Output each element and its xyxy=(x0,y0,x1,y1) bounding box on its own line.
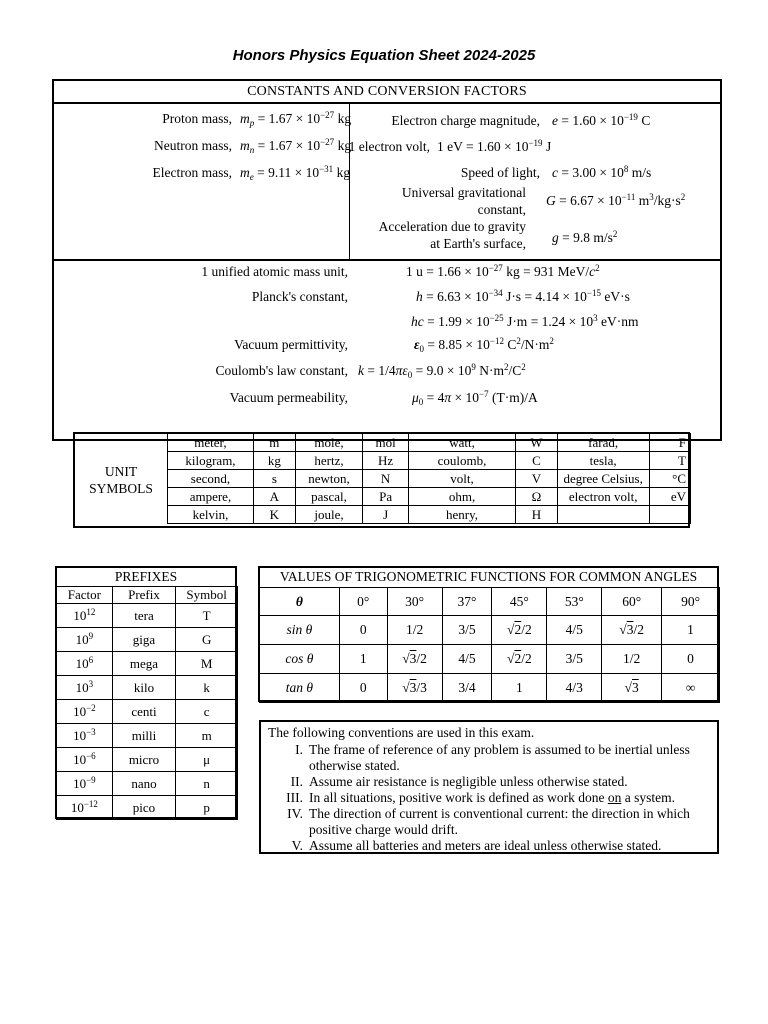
unit-row xyxy=(168,452,691,470)
unit-name: meter, xyxy=(168,434,254,452)
unit-name: henry, xyxy=(408,506,515,524)
prefix-name: tera xyxy=(112,604,176,628)
electron-mass-value: $m_e = 9.11 \times 10^{-31}$ kg xyxy=(240,164,351,182)
planck-value-2: hc = $1.99 \times 10^{-25}$ $J\cdot m = 1.24 \times 10^3$ eV·nm xyxy=(411,313,639,329)
sin-90: 1 xyxy=(662,616,720,645)
coulomb-label: Coulomb's law constant, xyxy=(215,363,348,378)
unit-symbol: mol xyxy=(363,434,409,452)
sin-0: 0 xyxy=(339,616,387,645)
unit-symbol: m xyxy=(253,434,295,452)
prefix-symbol: k xyxy=(176,676,238,700)
prefix-row xyxy=(57,724,238,748)
prefix-name: giga xyxy=(112,628,176,652)
conventions-intro: The following conventions are used in this exam. xyxy=(268,725,535,740)
convention-text: Assume all batteries and meters are ideal unless otherwise stated. xyxy=(309,838,662,853)
sin-45: √2/2 xyxy=(492,616,547,645)
unit-name: kilogram, xyxy=(168,452,254,470)
unit-symbol: A xyxy=(253,488,295,506)
prefix-name: centi xyxy=(112,700,176,724)
ev-label: 1 electron volt, xyxy=(348,139,430,154)
unit-symbol: H xyxy=(516,506,558,524)
grav-label-1: Universal gravitational xyxy=(401,185,526,200)
unit-symbols-header-1: UNIT xyxy=(104,464,138,479)
unit-symbol: Pa xyxy=(363,488,409,506)
prefix-row xyxy=(57,676,238,700)
cos-53: 3/5 xyxy=(547,645,602,674)
sin-label: sin θ xyxy=(260,616,340,645)
prefix-name: nano xyxy=(112,772,176,796)
sin-60: √3/2 xyxy=(602,616,662,645)
prefix-name: mega xyxy=(112,652,176,676)
conventions-box xyxy=(259,720,719,854)
trig-header: VALUES OF TRIGONOMETRIC FUNCTIONS FOR COMMON ANGLES xyxy=(279,569,698,584)
light-label: Speed of light, xyxy=(460,165,540,180)
convention-text: The direction of current is conventional current: the direction in which xyxy=(309,806,690,821)
unit-name: newton, xyxy=(295,470,362,488)
angle-header: 60° xyxy=(602,588,662,616)
prefix-row xyxy=(57,700,238,724)
prefix-symbol: p xyxy=(176,796,238,820)
cos-30: √3/2 xyxy=(387,645,442,674)
prefix-factor: $10^{-12}$ xyxy=(57,796,113,820)
cos-45: √2/2 xyxy=(492,645,547,674)
trig-table xyxy=(259,587,720,703)
prefix-factor: $10^3$ xyxy=(57,676,113,700)
angle-header: 45° xyxy=(492,588,547,616)
prefix-factor: $10^{-2}$ xyxy=(57,700,113,724)
convention-text: The frame of reference of any problem is assumed to be inertial unless xyxy=(309,742,690,757)
tan-60: √3 xyxy=(602,674,662,703)
angle-header: 30° xyxy=(387,588,442,616)
unit-symbol: eV xyxy=(649,488,690,506)
prefix-factor: $10^{-9}$ xyxy=(57,772,113,796)
unit-name: watt, xyxy=(408,434,515,452)
page-title: Honors Physics Equation Sheet 2024-2025 xyxy=(232,47,536,64)
prefix-name: micro xyxy=(112,748,176,772)
unit-name: degree Celsius, xyxy=(557,470,649,488)
prefix-symbol: T xyxy=(176,604,238,628)
constants-box xyxy=(52,79,722,441)
unit-symbol: Hz xyxy=(363,452,409,470)
sin-37: 3/5 xyxy=(442,616,492,645)
unit-name: electron volt, xyxy=(557,488,649,506)
unit-name: second, xyxy=(168,470,254,488)
cos-60: 1/2 xyxy=(602,645,662,674)
trig-box xyxy=(258,566,719,702)
tan-30: √3/3 xyxy=(387,674,442,703)
amu-value: 1 $u = 1.66 \times 10^{-27}$ kg = 931 MeV/$c^2$ xyxy=(406,263,600,279)
ev-value: 1 eV = $1.60 \times 10^{-19}$ J xyxy=(437,138,552,154)
col-factor: Factor xyxy=(57,587,113,604)
unit-symbol xyxy=(649,506,690,524)
prefix-row xyxy=(57,772,238,796)
col-symbol: Symbol xyxy=(176,587,238,604)
prefix-factor: $10^{-3}$ xyxy=(57,724,113,748)
prefix-name: pico xyxy=(112,796,176,820)
planck-label: Planck's constant, xyxy=(251,289,348,304)
charge-label: Electron charge magnitude, xyxy=(391,113,540,128)
cos-90: 0 xyxy=(662,645,720,674)
unit-symbol: K xyxy=(253,506,295,524)
prefix-symbol: G xyxy=(176,628,238,652)
prefix-row xyxy=(57,604,238,628)
convention-number: III. xyxy=(286,790,303,805)
unit-name xyxy=(557,506,649,524)
prefix-symbol: c xyxy=(176,700,238,724)
angle-header: 0° xyxy=(339,588,387,616)
gacc-label-1: Acceleration due to gravity xyxy=(378,219,526,234)
unit-name: kelvin, xyxy=(168,506,254,524)
unit-symbol: °C xyxy=(649,470,690,488)
prefix-row xyxy=(57,796,238,820)
unit-row xyxy=(168,470,691,488)
unit-row xyxy=(168,506,691,524)
prefix-name: kilo xyxy=(112,676,176,700)
unit-name: volt, xyxy=(408,470,515,488)
convention-text: Assume air resistance is negligible unless otherwise stated. xyxy=(309,774,628,789)
unit-symbols-table xyxy=(167,433,691,524)
unit-symbol: s xyxy=(253,470,295,488)
electron-mass-label: Electron mass, xyxy=(152,165,232,180)
prefix-symbol: μ xyxy=(176,748,238,772)
gacc-label-2: at Earth's surface, xyxy=(430,236,526,251)
proton-mass-label: Proton mass, xyxy=(162,111,232,126)
unit-symbol: Ω xyxy=(516,488,558,506)
angle-header: 90° xyxy=(662,588,720,616)
prefix-symbol: m xyxy=(176,724,238,748)
cos-37: 4/5 xyxy=(442,645,492,674)
unit-name: ohm, xyxy=(408,488,515,506)
prefixes-header: PREFIXES xyxy=(114,569,178,584)
unit-name: joule, xyxy=(295,506,362,524)
prefix-row xyxy=(57,628,238,652)
prefix-factor: $10^{-6}$ xyxy=(57,748,113,772)
neutron-mass-value: $m_n = 1.67 \times 10^{-27}$ kg xyxy=(240,137,352,155)
proton-mass-value: $m_p = 1.67 \times 10^{-27}$ kg xyxy=(240,110,352,128)
convention-text-cont: positive charge would drift. xyxy=(309,822,458,837)
unit-symbol: C xyxy=(516,452,558,470)
sin-30: 1/2 xyxy=(387,616,442,645)
permeability-value: $\mu_0 = 4\pi \times 10^{-7}$ (T·m)/A xyxy=(412,389,538,407)
amu-label: 1 unified atomic mass unit, xyxy=(201,264,348,279)
prefixes-table xyxy=(56,586,238,820)
unit-name: coulomb, xyxy=(408,452,515,470)
convention-text: In all situations, positive work is defined as work done on a system. xyxy=(309,790,675,805)
col-prefix: Prefix xyxy=(112,587,176,604)
tan-45: 1 xyxy=(492,674,547,703)
prefix-row xyxy=(57,652,238,676)
unit-symbol: T xyxy=(649,452,690,470)
unit-name: hertz, xyxy=(295,452,362,470)
unit-symbol: J xyxy=(363,506,409,524)
unit-row xyxy=(168,488,691,506)
unit-symbol: W xyxy=(516,434,558,452)
unit-name: pascal, xyxy=(295,488,362,506)
permeability-label: Vacuum permeability, xyxy=(229,390,348,405)
convention-text-cont: otherwise stated. xyxy=(309,758,400,773)
coulomb-value: $k = 1/4\pi\varepsilon_0 = 9.0 \times 10^9$ $N\cdot m^2/C^2$ xyxy=(358,362,526,380)
unit-name: farad, xyxy=(557,434,649,452)
angle-header: 37° xyxy=(442,588,492,616)
theta-cell: θ xyxy=(260,588,340,616)
prefix-symbol: M xyxy=(176,652,238,676)
prefix-factor: $10^{12}$ xyxy=(57,604,113,628)
prefix-symbol: n xyxy=(176,772,238,796)
unit-name: ampere, xyxy=(168,488,254,506)
convention-number: V. xyxy=(291,838,303,853)
cos-label: cos θ xyxy=(260,645,340,674)
tan-90: ∞ xyxy=(662,674,720,703)
tan-label: tan θ xyxy=(260,674,340,703)
prefix-factor: $10^6$ xyxy=(57,652,113,676)
convention-number: IV. xyxy=(287,806,303,821)
tan-0: 0 xyxy=(339,674,387,703)
tan-37: 3/4 xyxy=(442,674,492,703)
light-value: $c = 3.00 \times 10^8$ m/s xyxy=(552,164,652,180)
prefix-row xyxy=(57,748,238,772)
unit-symbol: V xyxy=(516,470,558,488)
convention-number: I. xyxy=(295,742,303,757)
unit-symbol: F xyxy=(649,434,690,452)
grav-value: $G = 6.67 \times 10^{-11}$ $m^3/kg\cdot s^2$ xyxy=(546,192,686,208)
unit-row xyxy=(168,434,691,452)
unit-symbols-box xyxy=(73,432,690,528)
prefixes-box xyxy=(55,566,237,819)
charge-value: $e = 1.60 \times 10^{-19}$ C xyxy=(552,112,651,128)
constants-header: CONSTANTS AND CONVERSION FACTORS xyxy=(247,84,527,99)
unit-name: mole, xyxy=(295,434,362,452)
neutron-mass-label: Neutron mass, xyxy=(154,138,232,153)
cos-0: 1 xyxy=(339,645,387,674)
prefix-name: milli xyxy=(112,724,176,748)
tan-53: 4/3 xyxy=(547,674,602,703)
angle-header: 53° xyxy=(547,588,602,616)
permittivity-label: Vacuum permittivity, xyxy=(234,337,348,352)
convention-number: II. xyxy=(290,774,303,789)
unit-symbol: kg xyxy=(253,452,295,470)
gacc-value: g = 9.8 $m/s^2$ xyxy=(552,229,618,245)
permittivity-value: $\varepsilon_0 = 8.85 \times 10^{-12}$ $C^2/N\cdot m^2$ xyxy=(414,336,554,354)
prefix-factor: $10^9$ xyxy=(57,628,113,652)
planck-value-1: $h = 6.63 \times 10^{-34}$ $J\cdot s = 4.14 \times 10^{-15}$ eV·s xyxy=(416,288,630,304)
unit-name: tesla, xyxy=(557,452,649,470)
grav-label-2: constant, xyxy=(477,202,526,217)
unit-symbol: N xyxy=(363,470,409,488)
sin-53: 4/5 xyxy=(547,616,602,645)
unit-symbols-header-2: SYMBOLS xyxy=(89,481,153,496)
